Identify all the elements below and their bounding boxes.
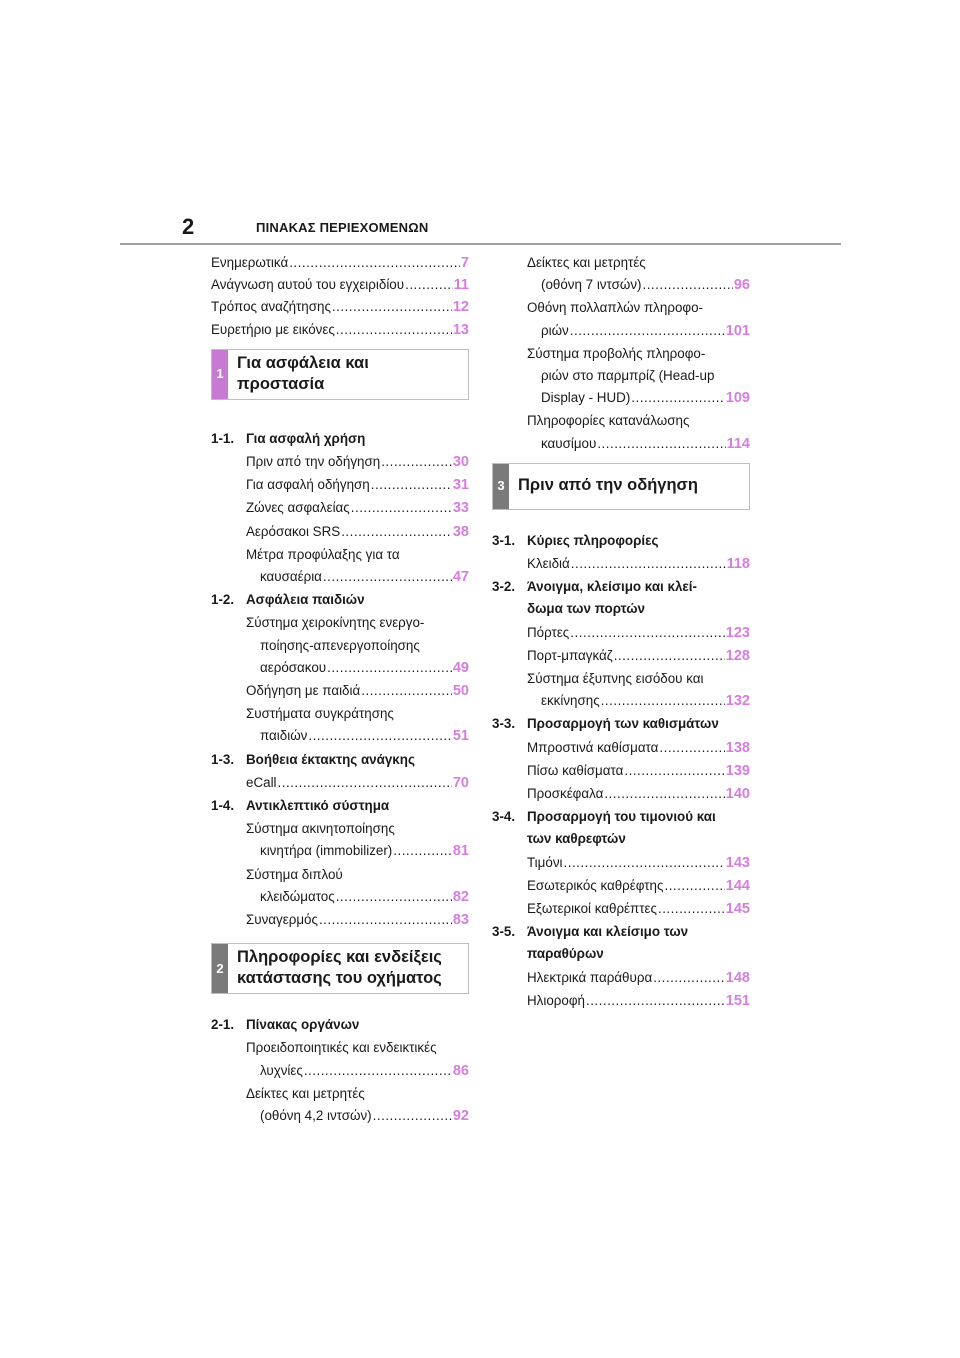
- toc-entry[interactable]: Ενημερωτικά ..... 7: [211, 252, 469, 274]
- section-heading[interactable]: 2-1. Πίνακας οργάνων: [211, 1017, 360, 1033]
- section-heading[interactable]: 3-4. Προσαρμογή του τιμονιού και των καθρεφτών: [492, 809, 716, 847]
- toc-column-left: [211, 252, 469, 1128]
- page-ref[interactable]: 138: [725, 739, 750, 756]
- section-heading[interactable]: 1-1. Για ασφαλή χρήση: [211, 430, 366, 446]
- page-ref[interactable]: 49: [452, 659, 469, 676]
- header-rule: [120, 243, 841, 245]
- page-ref[interactable]: 31: [452, 477, 469, 494]
- toc-column-right: [492, 252, 750, 1012]
- section-heading[interactable]: 3-3. Προσαρμογή των καθισμάτων: [492, 716, 719, 732]
- chapter-tab: 3: [493, 464, 509, 509]
- page-ref[interactable]: 140: [725, 786, 750, 803]
- toc-entry[interactable]: Μέτρα προφύλαξης για τα καυσαέρια ..... 47: [246, 544, 469, 588]
- toc-entry[interactable]: Σύστημα προβολής πληροφο- ριών στο παρμπρίζ (Head-up Display - HUD) ..... 109: [527, 343, 750, 410]
- page-ref[interactable]: 11: [453, 277, 469, 294]
- toc-entry[interactable]: Εσωτερικός καθρέφτης ..... 144: [527, 875, 750, 897]
- page-ref[interactable]: 101: [725, 322, 750, 339]
- chapter-tab: 1: [212, 350, 228, 399]
- page-ref[interactable]: 92: [452, 1108, 469, 1125]
- page-header: [182, 214, 428, 240]
- page-ref[interactable]: 148: [725, 969, 750, 986]
- chapter-tab: 2: [212, 944, 228, 993]
- page-ref[interactable]: 128: [725, 647, 750, 664]
- page-ref[interactable]: 47: [452, 569, 469, 586]
- section-heading[interactable]: 3-1. Κύριες πληροφορίες: [492, 532, 659, 548]
- toc-entry[interactable]: Πληροφορίες κατανάλωσης καυσίμου ..... 114: [527, 410, 750, 454]
- page-ref[interactable]: 144: [725, 877, 750, 894]
- page-ref[interactable]: 114: [726, 435, 750, 452]
- page-ref[interactable]: 145: [725, 901, 750, 918]
- toc-entry[interactable]: Δείκτες και μετρητές (οθόνη 4,2 ιντσών) ..... 92: [246, 1083, 469, 1127]
- toc-entry[interactable]: Ζώνες ασφαλείας ..... 33: [246, 497, 469, 519]
- toc-entry[interactable]: Προσκέφαλα ..... 140: [527, 783, 750, 805]
- page-ref[interactable]: 50: [452, 683, 469, 700]
- toc-entry[interactable]: Εξωτερικοί καθρέπτες ..... 145: [527, 898, 750, 920]
- toc-entry[interactable]: Τιμόνι ..... 143: [527, 852, 750, 874]
- page-ref[interactable]: 12: [452, 299, 469, 316]
- toc-entry[interactable]: Ηλιοροφή ..... 151: [527, 990, 750, 1012]
- toc-entry[interactable]: Για ασφαλή οδήγηση ..... 31: [246, 474, 469, 496]
- section-heading[interactable]: 1-4. Αντικλεπτικό σύστημα: [211, 798, 390, 814]
- page-ref[interactable]: 38: [452, 523, 469, 540]
- toc-entry[interactable]: eCall ..... 70: [246, 772, 469, 794]
- toc-entry[interactable]: Πόρτες ..... 123: [527, 622, 750, 644]
- page-ref[interactable]: 7: [460, 255, 469, 271]
- section-heading[interactable]: 1-2. Ασφάλεια παιδιών: [211, 592, 365, 608]
- toc-entry[interactable]: Σύστημα χειροκίνητης ενεργο- ποίησης-απενεργοποίησης αερόσακου ..... 49: [246, 612, 469, 679]
- page-ref[interactable]: 83: [452, 912, 469, 929]
- page-ref[interactable]: 81: [452, 843, 469, 860]
- page-ref[interactable]: 118: [726, 556, 750, 573]
- page-ref[interactable]: 51: [452, 728, 469, 745]
- page-ref[interactable]: 33: [452, 500, 469, 517]
- toc-entry[interactable]: Ανάγνωση αυτού του εγχειριδίου ..... 11: [211, 274, 469, 296]
- toc-entry[interactable]: Σύστημα ακινητοποίησης κινητήρα (immobilizer) ..... 81: [246, 818, 469, 862]
- page-ref[interactable]: 86: [452, 1062, 469, 1079]
- page-ref[interactable]: 143: [725, 854, 750, 871]
- toc-entry[interactable]: Οθόνη πολλαπλών πληροφο- ριών ..... 101: [527, 297, 750, 341]
- toc-entry[interactable]: Κλειδιά ..... 118: [527, 553, 750, 575]
- chapter-3-heading[interactable]: 3 Πριν από την οδήγηση: [492, 463, 750, 510]
- toc-entry[interactable]: Προειδοποιητικές και ενδεικτικές λυχνίες ..... 86: [246, 1037, 469, 1081]
- toc-entry[interactable]: Αερόσακοι SRS ..... 38: [246, 521, 469, 543]
- section-heading[interactable]: 3-5. Άνοιγμα και κλείσιμο των παραθύρων: [492, 924, 689, 962]
- toc-entry[interactable]: Μπροστινά καθίσματα ..... 138: [527, 737, 750, 759]
- page-ref[interactable]: 139: [725, 762, 750, 779]
- toc-entry[interactable]: Ηλεκτρικά παράθυρα ..... 148: [527, 967, 750, 989]
- toc-entry[interactable]: Πορτ-μπαγκάζ ..... 128: [527, 645, 750, 667]
- page-ref[interactable]: 70: [452, 774, 469, 791]
- page-ref[interactable]: 13: [452, 321, 469, 338]
- chapter-1-heading[interactable]: 1 Για ασφάλεια και προστασία: [211, 349, 469, 400]
- toc-entry[interactable]: Συναγερμός ..... 83: [246, 909, 469, 931]
- toc-entry[interactable]: Ευρετήριο με εικόνες ..... 13: [211, 319, 469, 341]
- section-heading[interactable]: 1-3. Βοήθεια έκτακτης ανάγκης: [211, 751, 415, 767]
- page-ref[interactable]: 132: [725, 693, 750, 710]
- page-ref[interactable]: 151: [725, 992, 750, 1009]
- toc-entry[interactable]: Σύστημα έξυπνης εισόδου και εκκίνησης ..... 132: [527, 668, 750, 712]
- toc-entry[interactable]: Πριν από την οδήγηση ..... 30: [246, 451, 469, 473]
- page-number: 2: [182, 214, 195, 239]
- page-ref[interactable]: 123: [725, 624, 750, 641]
- toc-entry[interactable]: Δείκτες και μετρητές (οθόνη 7 ιντσών) ..... 96: [527, 252, 750, 296]
- page-ref[interactable]: 30: [452, 454, 469, 471]
- page-title: ΠΙΝΑΚΑΣ ΠΕΡΙΕΧΟΜΕΝΩΝ: [256, 219, 429, 235]
- section-heading[interactable]: 3-2. Άνοιγμα, κλείσιμο και κλεί- δωμα των πορτών: [492, 579, 697, 617]
- page-ref[interactable]: 82: [452, 888, 469, 905]
- page-ref[interactable]: 96: [733, 277, 750, 294]
- toc-entry[interactable]: Πίσω καθίσματα ..... 139: [527, 760, 750, 782]
- toc-entry[interactable]: Σύστημα διπλού κλειδώματος ..... 82: [246, 864, 469, 908]
- toc-entry[interactable]: Οδήγηση με παιδιά ..... 50: [246, 680, 469, 702]
- chapter-2-heading[interactable]: 2 Πληροφορίες και ενδείξεις κατάστασης του οχήματος: [211, 943, 469, 994]
- page-ref[interactable]: 109: [725, 390, 750, 407]
- toc-entry[interactable]: Τρόπος αναζήτησης ..... 12: [211, 296, 469, 318]
- toc-entry[interactable]: Συστήματα συγκράτησης παιδιών ..... 51: [246, 703, 469, 747]
